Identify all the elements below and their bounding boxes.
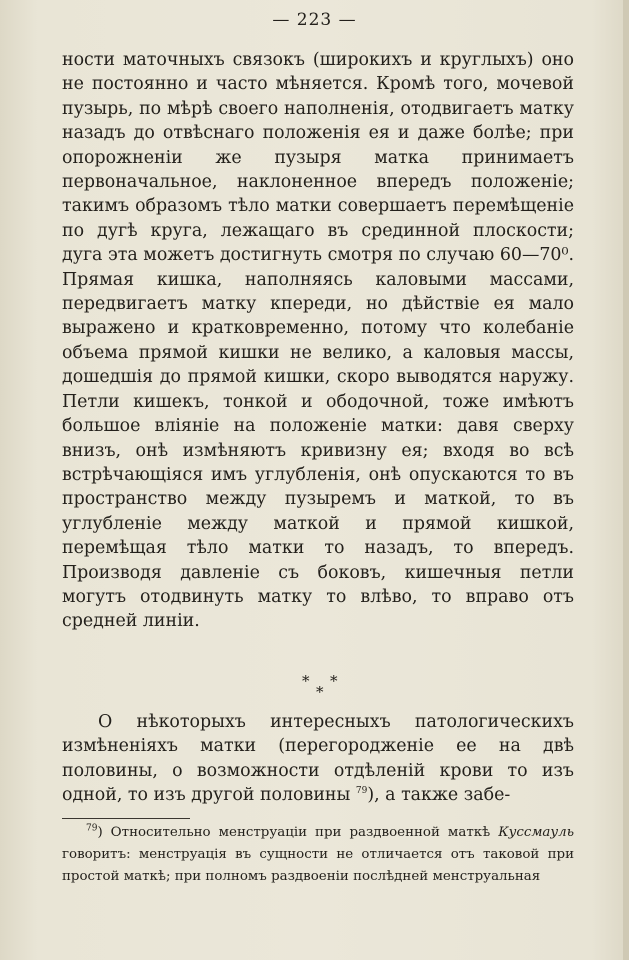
paragraph-text-end: ), а также забе- <box>367 785 511 806</box>
asterisk-bottom: * <box>316 683 324 701</box>
body-paragraph: ности маточныхъ связокъ (широкихъ и круглыхъ) оно не постоянно и часто мѣняется. Кромѣ того, мочевой пузырь, по мѣрѣ своего наполненія, отодвигаетъ матку назадъ до отвѣснаго положенія ея и даже болѣе; при опорожненіи же пузыря матка принимаетъ первоначальное, наклоненное впередъ положеніе; такимъ образомъ тѣло матки совершаетъ перемѣщеніе по дугѣ круга, лежащаго въ срединной плоскости; дуга эта можетъ достигнуть смотря по случаю 60—70⁰. Прямая кишка, наполняясь каловыми массами, передвигаетъ матку кпереди, но дѣйствіе ея мало выражено и кратковременно, потому что колебаніе объема прямой кишки не велико, а каловыя массы, дошедшія до прямой кишки, скоро выводятся наружу. Петли кишекъ, тонкой и ободочной, тоже имѣютъ большое вліяніе на положеніе матки: давя сверху внизъ, онѣ измѣняютъ кривизну ея; входя во всѣ встрѣчающіяся имъ углубленія, онѣ опускаются то въ пространство между пузыремъ и маткой, то въ углубленіе между маткой и прямой кишкой, перемѣщая тѣло матки то назадъ, то впередъ. Производя давленіе съ боковъ, кишечныя петли могутъ отодвинуть матку то влѣво, то вправо отъ средней линіи. <box>62 50 574 632</box>
second-text-block <box>62 710 574 808</box>
asterisk-right: * <box>330 672 338 690</box>
footnote-text-start: ) Относительно менструаціи при раздвоенной маткѣ <box>97 825 491 840</box>
section-break <box>0 674 629 700</box>
paragraph-text: О нѣкоторыхъ интересныхъ патологическихъ измѣненіяхъ матки (перегородженіе ее на двѣ половины, о возможности отдѣленій крови то изъ одной, то изъ другой половины <box>62 712 574 806</box>
asterisk-left: * <box>302 672 310 690</box>
page-edge-shadow <box>623 0 629 960</box>
footnote-text <box>62 822 574 888</box>
page-number: — 223 — <box>272 10 357 30</box>
footnote <box>62 822 574 888</box>
footnote-text-rest: говоритъ: менструація въ сущности не отличается отъ таковой при простой маткѣ; при полномъ раздвоеніи послѣдней менструальная <box>62 847 574 884</box>
body-paragraph-2 <box>62 710 574 808</box>
footnote-reference[interactable]: 79 <box>355 786 368 797</box>
main-text-block <box>62 48 574 634</box>
footnote-author-name: Куссмауль <box>498 825 575 840</box>
footnote-mark: 79 <box>86 823 98 834</box>
footnote-divider <box>62 818 190 819</box>
